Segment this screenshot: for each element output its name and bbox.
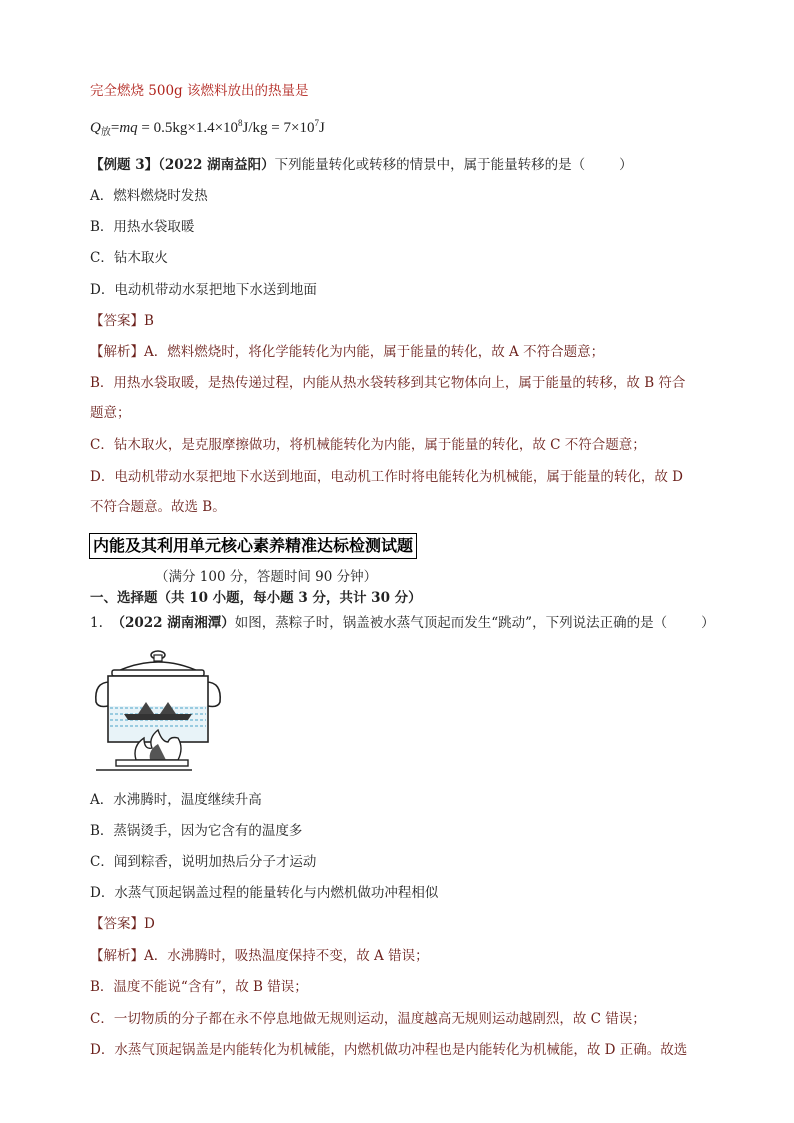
steamer-pot-figure <box>92 642 242 777</box>
q1-source: （2022 湖南湘潭） <box>111 615 235 631</box>
example3-analysis-line: 不符合题意。故选 B。 <box>90 499 226 515</box>
analysis-label: 【解析】 <box>90 344 144 360</box>
q1-option-b: B．蒸锅烫手，因为它含有的温度多 <box>90 823 303 839</box>
lid-rim <box>112 670 204 676</box>
formula-exp2: 7 <box>314 118 319 128</box>
q1-close: ） <box>701 615 715 631</box>
formula-unit: J/kg = 7×10 <box>242 120 315 136</box>
example3-question-text: 下列能量转化或转移的情景中，属于能量转移的是（ <box>274 157 586 173</box>
example3-tag: 【例题 3】 <box>90 157 159 173</box>
formula-eq1: = <box>110 120 120 136</box>
example3-analysis-line: C．钻木取火，是克服摩擦做功，将机械能转化为内能，属于能量的转化，故 C 不符合题意； <box>90 437 646 453</box>
test-title: 内能及其利用单元核心素养精准达标检测试题 <box>89 533 417 559</box>
example3-close: ） <box>619 157 633 173</box>
q1-option-d: D．水蒸气顶起锅盖过程的能量转化与内燃机做功冲程相似 <box>90 885 439 901</box>
formula-end-unit: J <box>318 120 325 136</box>
heat-formula <box>90 114 325 142</box>
q1-analysis-line: C．一切物质的分子都在永不停息地做无规则运动，温度越高无规则运动越剧烈，故 C 错误； <box>90 1011 646 1027</box>
example3-answer <box>90 312 154 330</box>
q1-answer <box>90 915 155 933</box>
answer-value: D <box>144 916 155 932</box>
example3-option-d: D．电动机带动水泵把地下水送到地面 <box>90 282 317 298</box>
q1-analysis-line: B．温度不能说“含有”，故 B 错误； <box>90 979 308 995</box>
example3-question <box>90 156 633 174</box>
section-heading: 一、选择题（共 10 小题，每小题 3 分，共计 30 分） <box>90 590 422 606</box>
example3-analysis-line: B．用热水袋取暖，是热传递过程，内能从热水袋转移到其它物体向上，属于能量的转移，故 B 符合 <box>90 375 686 391</box>
answer-value: B <box>144 313 154 329</box>
formula-mq: mq <box>119 120 138 136</box>
q1-option-a: A．水沸腾时，温度继续升高 <box>90 792 262 808</box>
q1-question <box>90 614 715 632</box>
q1-number: 1. <box>90 615 103 631</box>
answer-label: 【答案】 <box>90 313 144 329</box>
example3-option-b: B．用热水袋取暖 <box>90 219 195 235</box>
steaming-rack <box>124 714 192 720</box>
q-symbol: Q <box>90 120 101 136</box>
formula-eq2: = 0.5kg×1.4×10 <box>137 120 239 136</box>
example3-analysis-line <box>90 343 604 361</box>
example3-source: （2022 湖南益阳） <box>158 157 275 173</box>
q-subscript: 放 <box>100 127 111 138</box>
example3-option-a: A．燃料燃烧时发热 <box>90 188 208 204</box>
example3-analysis-line: 题意； <box>90 405 131 421</box>
q1-question-text: 如图，蒸粽子时，锅盖被水蒸气顶起而发生“跳动”，下列说法正确的是（ <box>234 615 668 631</box>
formula-exp1: 8 <box>238 118 243 128</box>
q1-analysis-line <box>90 947 429 965</box>
analysis-text: A．燃料燃烧时，将化学能转化为内能，属于能量的转化，故 A 不符合题意； <box>144 344 605 360</box>
lid-knob-stem <box>154 655 162 661</box>
burner <box>116 760 188 766</box>
example3-analysis-line: D．电动机带动水泵把地下水送到地面，电动机工作时将电能转化为机械能，属于能量的转化，故 D <box>90 469 683 485</box>
example3-option-c: C．钻木取火 <box>90 250 168 266</box>
q1-analysis-line: D．水蒸气顶起锅盖是内能转化为机械能，内燃机做功冲程也是内能转化为机械能，故 D 正确。故选 <box>90 1042 688 1058</box>
analysis-text: A．水沸腾时，吸热温度保持不变，故 A 错误； <box>144 948 429 964</box>
heat-text: 完全燃烧 500g 该燃料放出的热量是 <box>90 83 309 99</box>
analysis-label: 【解析】 <box>90 948 144 964</box>
test-meta: （满分 100 分，答题时间 90 分钟） <box>155 569 378 585</box>
q1-option-c: C．闻到粽香，说明加热后分子才运动 <box>90 854 317 870</box>
answer-label: 【答案】 <box>90 916 144 932</box>
